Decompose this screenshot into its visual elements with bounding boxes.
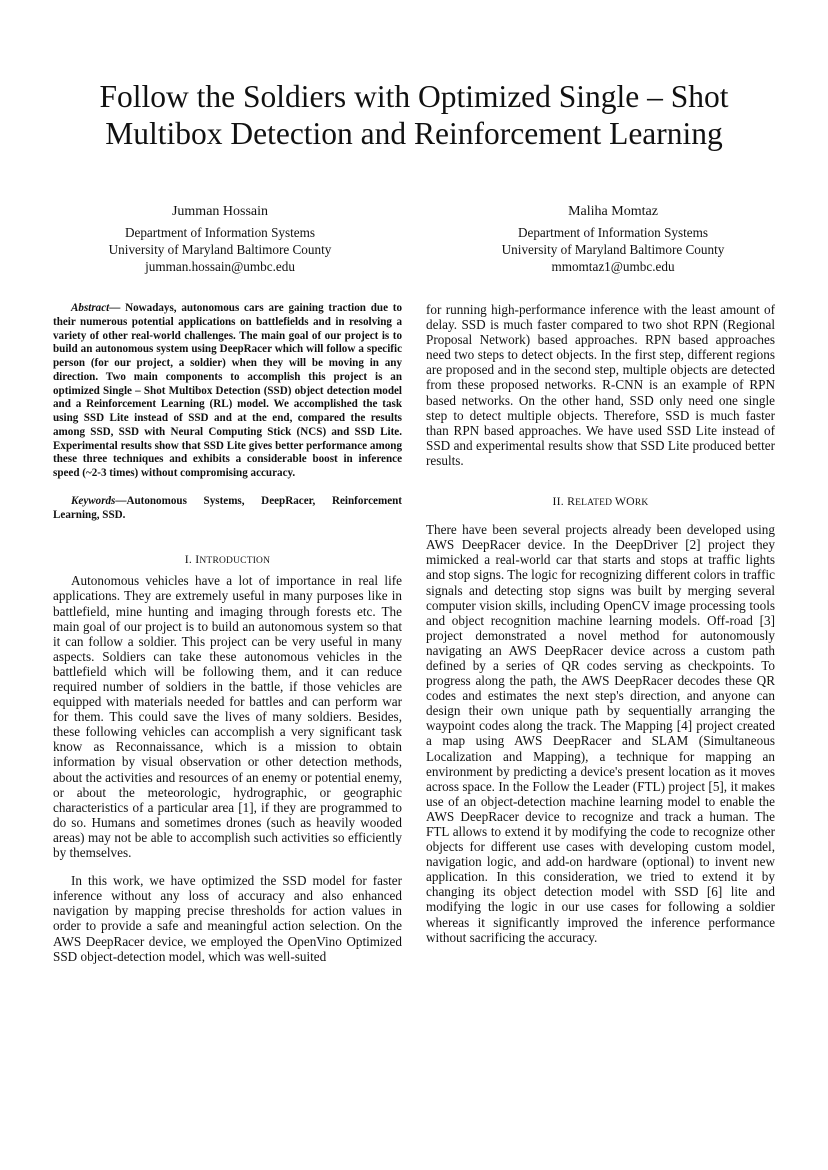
section-heading-related-work [426, 494, 775, 511]
author-department: Department of Information Systems [517, 225, 709, 240]
heading-rest: ELATED [575, 498, 615, 509]
author-email: mmomtaz1@umbc.edu [551, 259, 675, 274]
paper-title [60, 78, 768, 152]
left-column [53, 302, 402, 964]
heading-initial-2: WO [614, 494, 635, 509]
heading-rest-2: RK [634, 498, 649, 509]
author-block-2 [463, 203, 763, 275]
author-email: jumman.hossain@umbc.edu [145, 259, 295, 274]
title-line-2: Multibox Detection and Reinforcement Learning [105, 116, 723, 151]
heading-initial: R [567, 494, 576, 509]
author-name: Maliha Momtaz [568, 204, 658, 219]
keywords-text: —Autonomous Systems, DeepRacer, Reinforcement Learning, SSD. [53, 494, 402, 521]
abstract-text: — Nowadays, autonomous cars are gaining traction due to their numerous potential applications on battlefields and in resolving a variety of other real-world challenges. The main goal of our project is to build an autonomous system using DeepRacer which will follow a specific person (for our project, a soldier) when they will be moving in any direction. Two main components to accomplish this project is an optimized Single – Shot Multibox Detection (SSD) object detection model and a Reinforcement Learning (RL) model. We accomplished the task using SSD Lite instead of SSD and at the end, compared the results among SSD, SSD with Neural Computing Stick (NCS) and SSD Lite. Experimental results show that SSD Lite gives better performance among these three techniques and exhibits a considerable boost in inference speed (~2-3 times) without compromising accuracy. [53, 302, 402, 479]
author-department: Department of Information Systems [124, 225, 316, 240]
intro-paragraph-1: Autonomous vehicles have a lot of importance in real life applications. They are extremely useful in many purposes like in battlefield, mine hunting and imaging through forests etc. The main goal of our project is to build an autonomous system so that it can follow a soldier. This project can be very useful in many aspects. Soldiers can take these autonomous vehicles in the battlefield which will be following them, and it can reduce required number of soldiers in the battle, if those vehicles are equipped with materials needed for battles and can perform war for them. This could save the lives of many soldiers. Besides, these following vehicles can accomplish a very significant task know as Reconnaissance, which is a mission to obtain information by visual observation or other detection methods, about the activities and resources of an enemy or potential enemy, or about the meteorologic, hydrographic, or geographic characteristics of a particular area [1], if they are programmed to do so. Humans and sometimes drones (such as heavily wooded areas) may not be able to accomplish such activities so efficiently by themselves. [53, 573, 402, 861]
author-university: University of Maryland Baltimore County [501, 242, 725, 257]
abstract-label: Abstract [71, 302, 110, 314]
intro-paragraph-2-continued: for running high-performance inference with the least amount of delay. SSD is much faster compared to two shot RPN (Regional Proposal Network) based approaches. RPN based approaches need two steps to detect objects. In the first step, different regions are proposed and in the second step, multiple objects are detected from these proposed networks. R-CNN is an example of RPN based networks. On the other hand, SSD only need one single step to detect multiple objects. Therefore, SSD is much faster than RPN based approaches. We have used SSD Lite instead of SSD and experimental results show that SSD Lite produced better results. [426, 302, 775, 468]
section-numeral: II. [552, 494, 564, 509]
heading-rest: NTRODUCTION [199, 556, 271, 567]
right-column [426, 302, 775, 945]
intro-paragraph-2: In this work, we have optimized the SSD model for faster inference without any loss of accuracy and also enhanced navigation by mapping precise thresholds for action values in order to provide a safe and meaningful action selection. On the AWS DeepRacer device, we employed the OpenVino Optimized SSD object-detection model, which was well-suited [53, 873, 402, 964]
section-numeral: I. [184, 552, 193, 567]
heading-initial: I [195, 552, 200, 567]
keywords-label: Keywords [71, 494, 116, 507]
section-heading-introduction [53, 552, 402, 569]
abstract [53, 302, 402, 481]
title-line-1: Follow the Soldiers with Optimized Single – Shot [99, 79, 729, 114]
related-work-paragraph: There have been several projects already been developed using AWS DeepRacer device. In the DeepDriver [2] project they mimicked a real-world car that starts and stops at traffic lights and stop signs. The logic for recognizing different colors in traffic signals and detecting stop signs was built by merging several computer vision skills, including OpenCV image processing tools and object recognition machine learning models. Off-road [3] project demonstrated a novel method for autonomously navigating an AWS DeepRacer device across a custom path defined by a series of QR codes serving as checkpoints. To progress along the path, the AWS DeepRacer decodes these QR codes and estimates the next step's direction, and anyone can design their own unique path by sequentially arranging the waypoint codes along the track. The Mapping [4] project created a map using AWS DeepRacer and SLAM (Simultaneous Localization and Mapping), a technique for mapping an environment by predicting a device's present location as it moves across space. In the Follow the Leader (FTL) project [5], it makes use of an object-detection machine learning model to enable the AWS DeepRacer device to recognize and track a human. The FTL allows to extend it by modifying the code to recognize other objects for different use cases with developing custom model, navigation logic, and add-on hardware (optional) to invent new application. In this consideration, we tried to extend it by changing its object detection model with SSD [6] lite and modifying the logic in our use cases for following a soldier whereas it significantly improved the inference performance without sacrificing the accuracy. [426, 522, 775, 945]
author-name: Jumman Hossain [171, 204, 269, 219]
author-university: University of Maryland Baltimore County [108, 242, 332, 257]
keywords [53, 495, 402, 523]
author-block-1 [70, 203, 370, 275]
